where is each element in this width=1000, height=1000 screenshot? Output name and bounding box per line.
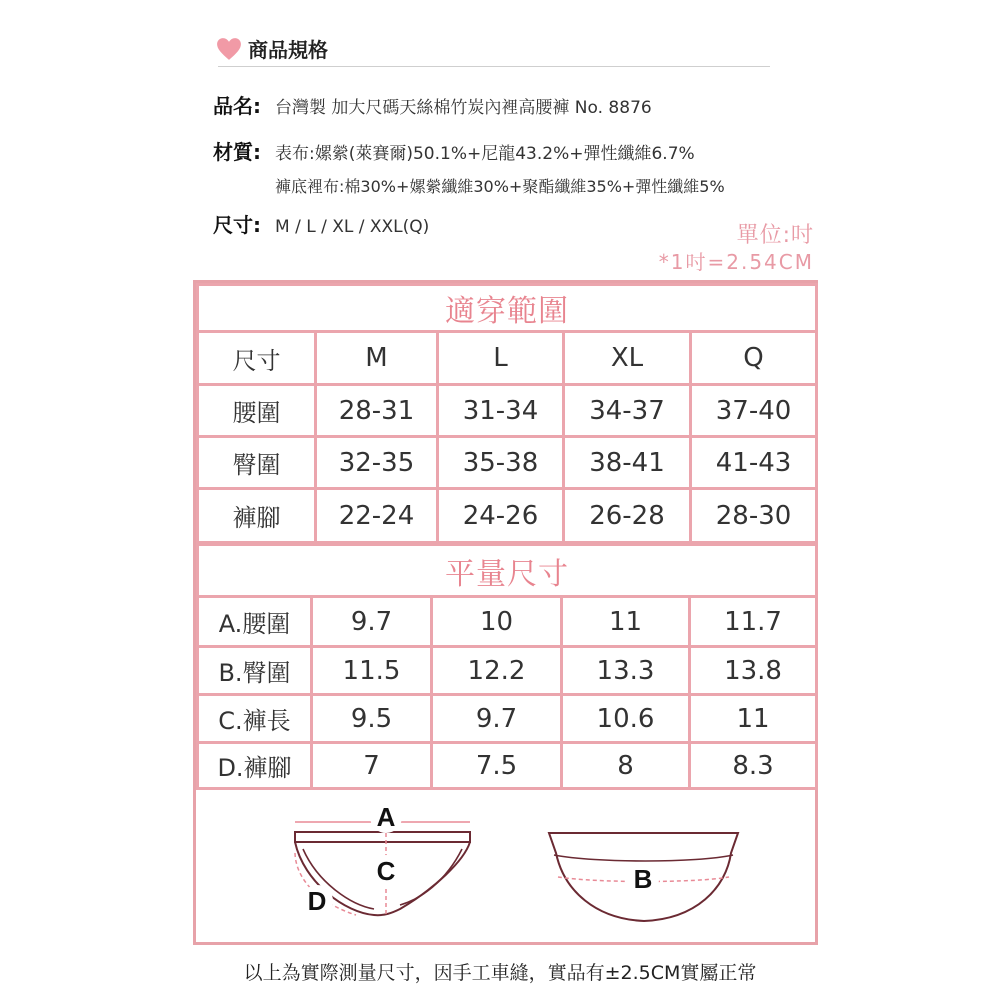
table-cell: 24-26 <box>438 489 564 543</box>
table-cell: 35-38 <box>438 437 564 489</box>
measurement-note: 以上為實際測量尺寸，因手工車縫，實品有±2.5CM實屬正常 <box>243 962 757 984</box>
table-cell: 34-37 <box>564 385 691 437</box>
size-column-header: 尺寸 <box>198 332 316 385</box>
table-cell: 9.5 <box>312 695 432 743</box>
size-l-header: L <box>438 332 564 385</box>
product-name-label: 品名: <box>213 94 261 118</box>
fit-range-table <box>196 283 818 544</box>
table-cell: 13.3 <box>562 647 690 695</box>
row-label: D.褲腳 <box>198 743 312 789</box>
material-value-outer: 表布:嫘縈(萊賽爾)50.1%+尼龍43.2%+彈性纖維6.7% <box>275 144 695 164</box>
table-row <box>198 647 817 695</box>
table-cell: 7.5 <box>432 743 562 789</box>
label-c-marker <box>370 855 402 887</box>
fit-header-row <box>198 332 817 385</box>
table-cell: 7 <box>312 743 432 789</box>
product-name-value: 台灣製 加大尺碼天絲棉竹炭內裡高腰褲 No. 8876 <box>275 98 652 118</box>
label-b: B <box>633 864 653 894</box>
table-cell: 10 <box>432 597 562 647</box>
size-row <box>213 209 429 238</box>
table-row <box>198 437 817 489</box>
heading-divider <box>218 66 770 67</box>
material-row <box>213 136 695 165</box>
table-cell: 28-31 <box>316 385 438 437</box>
size-xl-header: XL <box>564 332 691 385</box>
material-label: 材質: <box>213 140 261 164</box>
size-q-header: Q <box>691 332 817 385</box>
table-cell: 11 <box>690 695 817 743</box>
row-label: C.褲長 <box>198 695 312 743</box>
section-heading <box>216 34 328 63</box>
table-cell: 8 <box>562 743 690 789</box>
row-label: 褲腳 <box>198 489 316 543</box>
table-cell: 28-30 <box>691 489 817 543</box>
table-cell: 41-43 <box>691 437 817 489</box>
section-title: 商品規格 <box>248 38 328 62</box>
table-cell: 10.6 <box>562 695 690 743</box>
table-cell: 11.5 <box>312 647 432 695</box>
label-c: C <box>376 856 396 886</box>
heart-icon <box>216 37 242 61</box>
row-label: 腰圍 <box>198 385 316 437</box>
table-cell: 12.2 <box>432 647 562 695</box>
table-cell: 11.7 <box>690 597 817 647</box>
row-label: B.臀圍 <box>198 647 312 695</box>
label-a: A <box>376 802 396 832</box>
material-value-lining: 褲底裡布:棉30%+嫘縈纖維30%+聚酯纖維35%+彈性纖維5% <box>275 177 725 196</box>
table-row <box>198 597 817 647</box>
size-m-header: M <box>316 332 438 385</box>
measurement-diagram <box>196 793 815 943</box>
unit-conversion: *1吋=2.54CM <box>658 250 814 274</box>
table-row <box>198 489 817 543</box>
label-b-marker <box>627 863 659 895</box>
table-cell: 32-35 <box>316 437 438 489</box>
table-cell: 37-40 <box>691 385 817 437</box>
table-cell: 13.8 <box>690 647 817 695</box>
row-label: 臀圍 <box>198 437 316 489</box>
table-cell: 31-34 <box>438 385 564 437</box>
table-row <box>198 695 817 743</box>
row-label: A.腰圍 <box>198 597 312 647</box>
table-cell: 38-41 <box>564 437 691 489</box>
fit-range-title: 適穿範圍 <box>198 285 817 332</box>
label-d: D <box>307 886 327 916</box>
size-label: 尺寸: <box>213 213 261 237</box>
table-cell: 11 <box>562 597 690 647</box>
table-row <box>198 743 817 789</box>
unit-label: 單位:吋 <box>736 223 814 248</box>
label-a-marker <box>370 801 402 833</box>
flat-measurement-title: 平量尺寸 <box>198 545 817 597</box>
flat-measurement-table <box>196 543 818 790</box>
label-d-marker <box>301 885 333 917</box>
table-cell: 22-24 <box>316 489 438 543</box>
table-cell: 8.3 <box>690 743 817 789</box>
table-row <box>198 385 817 437</box>
table-cell: 9.7 <box>432 695 562 743</box>
product-name-row <box>213 90 652 119</box>
size-value: M / L / XL / XXL(Q) <box>275 217 430 237</box>
table-cell: 9.7 <box>312 597 432 647</box>
table-cell: 26-28 <box>564 489 691 543</box>
